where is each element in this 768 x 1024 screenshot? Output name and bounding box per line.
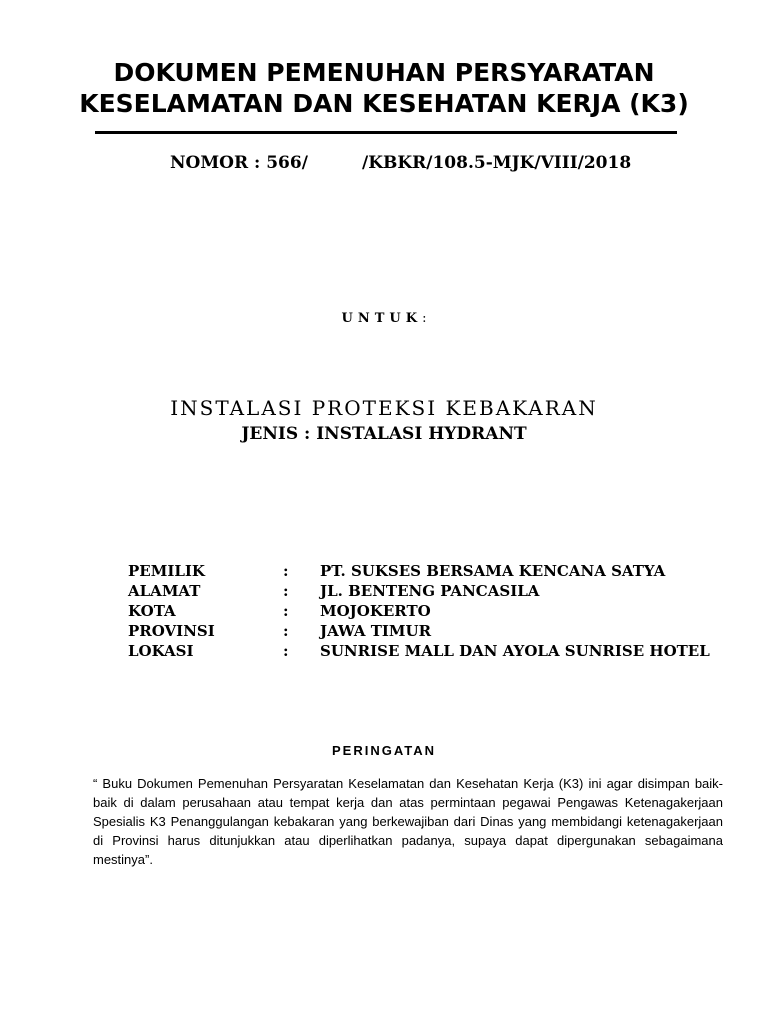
warning-paragraph: “ Buku Dokumen Pemenuhan Persyaratan Keselamatan dan Kesehatan Kerja (K3) ini agar disimpan baik-baik di dalam perusahaan atau tempat kerja dan atas permintaan pegawai Pengawas Ketenagakerjaan Spesialis K3 Penanggulangan kebakaran yang berkewajiban dari Dinas yang membidangi ketenagakerjaan di Provinsi harus ditunjukkan atau diperlihatkan padanya, supaya dapat dipergunakan sebagaimana mestinya”. — [93, 776, 723, 867]
info-colon: : — [283, 622, 289, 640]
warning-heading: PERINGATAN — [331, 743, 437, 758]
document-title-line-1: DOKUMEN PEMENUHAN PERSYARATAN — [113, 58, 655, 87]
untuk-label: UNTUK — [341, 311, 423, 326]
info-value: JL. BENTENG PANCASILA — [320, 582, 540, 600]
info-value: JAWA TIMUR — [320, 622, 432, 640]
title-divider — [95, 131, 677, 134]
info-colon: : — [283, 642, 289, 660]
info-colon: : — [283, 602, 289, 620]
info-colon: : — [283, 582, 289, 600]
info-value: SUNRISE MALL DAN AYOLA SUNRISE HOTEL — [320, 642, 710, 660]
subject-title: INSTALASI PROTEKSI KEBAKARAN — [170, 396, 598, 420]
info-colon: : — [283, 562, 289, 580]
info-label: KOTA — [128, 602, 176, 620]
info-label: PROVINSI — [128, 622, 215, 640]
document-number-prefix: NOMOR : 566/ — [170, 153, 308, 173]
document-number-suffix: /KBKR/108.5-MJK/VIII/2018 — [362, 153, 632, 173]
info-value: MOJOKERTO — [320, 602, 431, 620]
untuk-heading — [0, 309, 768, 329]
untuk-colon: : — [422, 311, 427, 326]
info-label: PEMILIK — [128, 562, 205, 580]
subject-type: JENIS : INSTALASI HYDRANT — [241, 424, 527, 444]
info-label: ALAMAT — [128, 582, 201, 600]
document-title-line-2: KESELAMATAN DAN KESEHATAN KERJA (K3) — [79, 89, 689, 118]
info-label: LOKASI — [128, 642, 194, 660]
info-value: PT. SUKSES BERSAMA KENCANA SATYA — [320, 562, 666, 580]
